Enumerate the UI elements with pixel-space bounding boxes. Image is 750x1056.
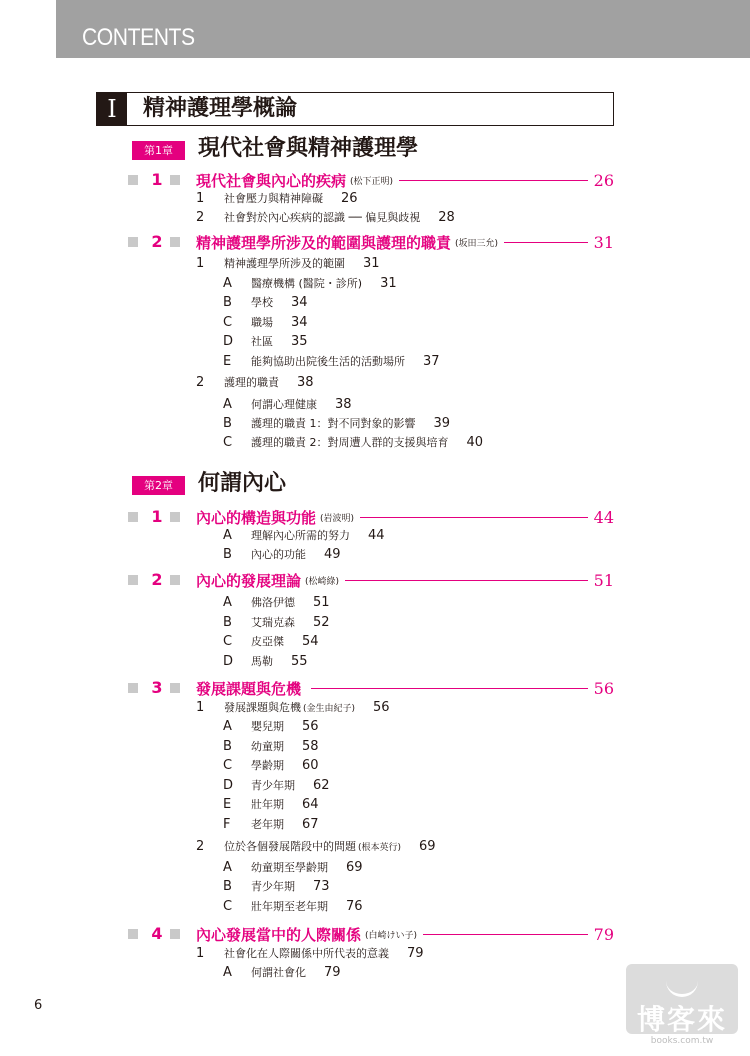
section-number: 2 [151,570,163,589]
part-title: 精神護理學概論 [143,96,298,121]
item-text: 學校 [251,296,273,309]
item-mark: C [223,315,233,330]
toc-item[interactable] [196,699,390,717]
item-mark: D [223,654,234,669]
watermark-text: 博客來 [636,1003,727,1036]
item-page: 62 [313,778,330,793]
toc-item[interactable] [223,964,341,982]
section-page: 79 [593,924,614,944]
toc-item[interactable] [223,546,341,564]
item-mark: C [223,435,233,450]
item-text: 護理的職責 [224,376,279,389]
item-page: 69 [346,860,363,875]
item-mark: C [223,758,233,773]
item-mark: 1 [196,700,205,715]
item-text: 社區 [251,335,273,348]
item-page: 69 [419,839,436,854]
item-page: 31 [380,276,397,291]
item-page: 39 [433,416,451,431]
item-page: 28 [438,210,455,225]
section-author: (白崎けい子) [365,930,418,941]
item-mark: A [223,397,232,412]
toc-item[interactable] [223,878,330,896]
item-mark: A [223,719,232,734]
part-heading [96,92,614,126]
item-text: 醫療機構 (醫院・診所) [251,277,363,290]
item-page: 79 [324,965,341,980]
section-author: (坂田三允) [455,238,499,249]
item-page: 37 [423,354,440,369]
item-page: 38 [335,397,352,412]
item-mark: D [223,778,234,793]
item-text: 幼童期 [251,740,284,753]
square-bullet-icon [128,575,138,585]
square-bullet-icon [128,929,138,939]
toc-item[interactable] [196,838,436,856]
item-page: 73 [313,879,330,894]
item-page: 49 [324,547,341,562]
contents-title: CONTENTS [82,24,195,51]
chapter-title: 現代社會與精神護理學 [198,136,419,161]
item-page: 64 [302,797,319,812]
item-text: 內心的功能 [251,548,306,561]
item-text: 社會化在人際關係中所代表的意義 [224,947,389,960]
section-number: 1 [151,507,163,526]
item-text: 老年期 [251,818,284,831]
item-mark: 2 [196,375,205,390]
item-mark: B [223,416,232,431]
toc-item[interactable] [223,738,319,756]
item-text: 佛洛伊德 [251,596,295,609]
square-bullet-icon [170,929,180,939]
toc-item[interactable] [223,333,308,351]
item-mark: E [223,797,232,812]
toc-item[interactable] [223,275,397,293]
item-mark: 2 [196,210,205,225]
item-page: 26 [341,191,358,206]
section-page: 44 [593,507,614,527]
header-bar [56,0,750,58]
item-text: 精神護理學所涉及的範圍 [224,257,345,270]
square-bullet-icon [128,512,138,522]
item-page: 44 [368,528,385,543]
item-mark: A [223,595,232,610]
leader-line [423,934,588,935]
item-author: (金生由紀子) [303,704,356,714]
section-title: 內心的發展理論 [196,571,302,590]
item-text: 何謂心理健康 [251,398,317,411]
item-mark: 2 [196,839,205,854]
toc-item[interactable] [223,614,330,632]
item-text: 護理的職責 1：對不同對象的影響 [251,417,416,430]
item-mark: B [223,739,232,754]
item-page: 40 [466,435,484,450]
item-page: 34 [291,295,308,310]
toc-item[interactable] [223,294,308,312]
item-text: 壯年期 [251,798,284,811]
section-page: 51 [593,570,614,590]
item-page: 52 [313,615,330,630]
section-author: (松下正明) [350,176,394,187]
part-number: I [97,93,127,125]
square-bullet-icon [128,175,138,185]
leader-line [360,517,588,518]
item-text: 嬰兒期 [251,720,284,733]
item-mark: 1 [196,256,205,271]
leader-line [504,242,588,243]
square-bullet-icon [128,683,138,693]
item-mark: B [223,879,232,894]
section-author: (岩波明) [320,513,355,524]
item-mark: E [223,354,232,369]
item-text: 位於各個發展階段中的問題 [224,840,356,853]
section-title: 精神護理學所涉及的範圍與護理的職責 [196,233,452,252]
section-number: 3 [151,678,163,697]
leader-line [345,580,588,581]
toc-section[interactable] [128,169,614,191]
item-text: 馬勒 [251,655,273,668]
toc-item[interactable] [196,374,314,392]
section-page: 56 [593,678,614,698]
item-text: 社會對於內心疾病的認識 ── 偏見與歧視 [224,211,421,224]
toc-item[interactable] [223,718,319,736]
section-title: 內心的構造與功能 [196,508,317,527]
leader-line [311,688,588,689]
item-text: 社會壓力與精神障礙 [224,192,323,205]
leader-line [399,180,588,181]
toc-section[interactable] [128,231,614,253]
item-text: 能夠協助出院後生活的活動場所 [251,355,405,368]
square-bullet-icon [170,175,180,185]
toc-item[interactable] [223,816,319,834]
toc-item[interactable] [223,434,483,452]
item-text: 發展課題與危機 [224,701,301,714]
square-bullet-icon [128,237,138,247]
section-page: 26 [593,170,614,190]
toc-item[interactable] [223,796,319,814]
section-number: 2 [151,232,163,251]
toc-section[interactable] [128,569,614,591]
toc-item[interactable] [223,353,440,371]
item-page: 38 [297,375,314,390]
toc-section[interactable] [128,677,614,699]
square-bullet-icon [170,512,180,522]
toc-item[interactable] [196,255,380,273]
section-title: 現代社會與內心的疾病 [196,171,347,190]
section-title: 內心發展當中的人際關係 [196,925,362,944]
item-page: 35 [291,334,308,349]
toc-item[interactable] [223,859,363,877]
item-text: 艾瑞克森 [251,616,295,629]
watermark-logo [626,956,738,1048]
item-page: 34 [291,315,308,330]
smile-icon [666,978,698,997]
item-mark: A [223,528,232,543]
toc-section[interactable] [128,923,614,945]
item-mark: F [223,817,231,832]
section-number: 1 [151,170,163,189]
item-text: 何謂社會化 [251,966,306,979]
item-text: 青少年期 [251,880,295,893]
item-text: 護理的職責 2：對周遭人群的支援與培育 [251,436,449,449]
toc-item[interactable] [223,594,330,612]
item-mark: 1 [196,191,205,206]
toc-item[interactable] [223,757,319,775]
page-number: 6 [34,998,43,1013]
toc-item[interactable] [223,396,352,414]
item-page: 76 [346,899,363,914]
item-mark: B [223,295,232,310]
toc-item[interactable] [223,777,330,795]
section-title: 發展課題與危機 [196,679,302,698]
square-bullet-icon [170,237,180,247]
toc-item[interactable] [223,898,363,916]
section-page: 31 [593,232,614,252]
toc-item[interactable] [223,314,308,332]
item-mark: B [223,547,232,562]
section-author: (松崎綠) [305,576,340,587]
item-page: 79 [407,946,424,961]
item-mark: A [223,965,232,980]
watermark-box [626,964,738,1034]
chapter-title: 何謂內心 [198,471,287,496]
item-page: 31 [363,256,380,271]
item-text: 理解內心所需的努力 [251,529,350,542]
toc-section[interactable] [128,506,614,528]
item-mark: 1 [196,946,205,961]
toc-item[interactable] [223,653,308,671]
item-mark: A [223,860,232,875]
item-author: (根本英行) [358,843,402,853]
toc-item[interactable] [196,190,358,208]
item-page: 51 [313,595,330,610]
item-text: 皮亞傑 [251,635,284,648]
watermark-url: books.com.tw [650,1036,714,1046]
item-page: 54 [302,634,319,649]
toc-item[interactable] [223,633,319,651]
item-page: 67 [302,817,319,832]
item-page: 56 [302,719,319,734]
item-text: 職場 [251,316,273,329]
square-bullet-icon [170,683,180,693]
section-number: 4 [151,924,163,943]
item-text: 學齡期 [251,759,284,772]
chapter-badge: 第2章 [132,476,185,495]
chapter-badge: 第1章 [132,141,185,160]
square-bullet-icon [170,575,180,585]
item-mark: B [223,615,232,630]
item-page: 58 [302,739,319,754]
item-page: 60 [302,758,319,773]
item-mark: D [223,334,234,349]
toc-item[interactable] [196,209,455,227]
item-page: 55 [291,654,308,669]
toc-item[interactable] [196,945,424,963]
item-mark: A [223,276,232,291]
toc-item[interactable] [223,415,450,433]
item-mark: C [223,634,233,649]
item-text: 幼童期至學齡期 [251,861,328,874]
item-mark: C [223,899,233,914]
item-text: 壯年期至老年期 [251,900,328,913]
toc-item[interactable] [223,527,385,545]
item-page: 56 [373,700,390,715]
item-text: 青少年期 [251,779,295,792]
